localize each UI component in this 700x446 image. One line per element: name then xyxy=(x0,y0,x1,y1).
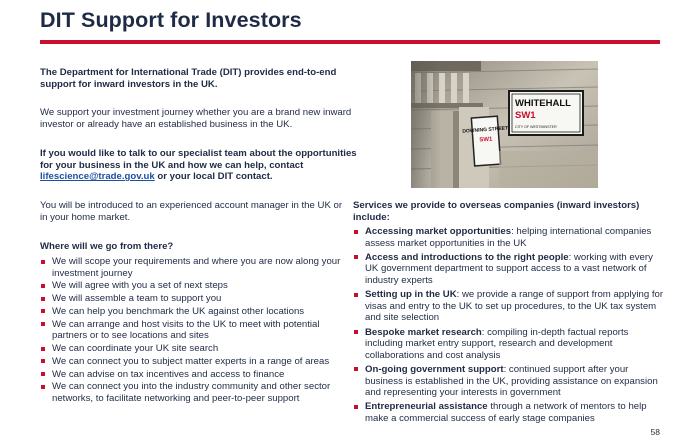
service-item: Bespoke market research: compiling in-depth factual reports including market entry support, research and development collaborations and cost analysis xyxy=(353,327,665,362)
service-item: Setting up in the UK: we provide a range of support from applying for visas and entry to the UK to set up procedures, to the UK tax system and site selection xyxy=(353,289,665,324)
bullet-square-icon xyxy=(41,260,45,264)
bullet-square-icon xyxy=(41,372,45,376)
service-item: Entrepreneurial assistance through a network of mentors to help make a commercial success of early stage companies xyxy=(353,401,665,424)
bullet-square-icon xyxy=(354,293,358,297)
bullet-square-icon xyxy=(354,230,358,234)
bullet-square-icon xyxy=(354,367,358,371)
bullet-square-icon xyxy=(354,405,358,409)
where-heading: Where will we go from there? xyxy=(40,241,174,252)
where-item: We will agree with you a set of next steps xyxy=(40,280,345,292)
bullet-square-icon xyxy=(41,309,45,313)
where-item: We can advise on tax incentives and access to finance xyxy=(40,369,345,381)
page-title: DIT Support for Investors xyxy=(40,8,302,32)
contact-text-after: or your local DIT contact. xyxy=(154,171,273,183)
small-sign-street: DOWNING STREET xyxy=(462,125,509,135)
bullet-square-icon xyxy=(41,385,45,389)
contact-text-before: If you would like to talk to our specialist team about the opportunities for your business in the UK and how we can help, contact xyxy=(40,148,357,171)
services-list xyxy=(353,226,665,427)
contact-email-link[interactable]: lifescience@trade.gov.uk xyxy=(40,171,155,183)
service-item: Accessing market opportunities: helping international companies assess market opportunities in the UK xyxy=(353,226,665,249)
bullet-square-icon xyxy=(41,347,45,351)
bullet-square-icon xyxy=(41,322,45,326)
where-item: We can arrange and host visits to the UK to meet with potential partners or to see locations and sites xyxy=(40,319,345,342)
where-item: We will assemble a team to support you xyxy=(40,293,345,305)
support-paragraph: We support your investment journey whether you are a brand new inward investor or already have an established business in the UK. xyxy=(40,107,352,130)
where-item: We can coordinate your UK site search xyxy=(40,343,345,355)
sign-city: CITY OF WESTMINSTER xyxy=(515,125,557,129)
contact-paragraph xyxy=(40,148,365,183)
where-list xyxy=(40,256,345,406)
bullet-square-icon xyxy=(354,330,358,334)
services-heading: Services we provide to overseas companies (inward investors) include: xyxy=(353,200,640,223)
bullet-square-icon xyxy=(41,284,45,288)
service-item: On-going government support: continued support after your business is established in the UK, providing assistance on expansion and representing your interests in government xyxy=(353,364,665,399)
where-item: We can connect you into the industry community and other sector networks, to facilitate networking and peer-to-peer support xyxy=(40,381,345,404)
where-item: We can help you benchmark the UK against other locations xyxy=(40,306,345,318)
intro-paragraph: The Department for International Trade (DIT) provides end-to-end support for inward investors in the UK. xyxy=(40,67,337,90)
whitehall-sign-photo xyxy=(411,61,598,188)
service-item: Access and introductions to the right people: working with every UK government department to support access to a vast network of industry experts xyxy=(353,252,665,287)
small-sign-postcode: SW1 xyxy=(479,136,493,144)
bullet-square-icon xyxy=(354,255,358,259)
street-sign-image xyxy=(411,61,598,188)
where-item: We will scope your requirements and where you are now along your investment journey xyxy=(40,256,345,279)
where-item: We can connect you to subject matter experts in a range of areas xyxy=(40,356,345,368)
title-divider xyxy=(40,40,660,44)
account-manager-paragraph: You will be introduced to an experienced account manager in the UK or in your home market. xyxy=(40,200,343,223)
page-number: 58 xyxy=(650,427,660,437)
bullet-square-icon xyxy=(41,297,45,301)
bullet-square-icon xyxy=(41,359,45,363)
sign-street-name: WHITEHALL xyxy=(515,98,571,109)
sign-postcode: SW1 xyxy=(515,110,536,121)
